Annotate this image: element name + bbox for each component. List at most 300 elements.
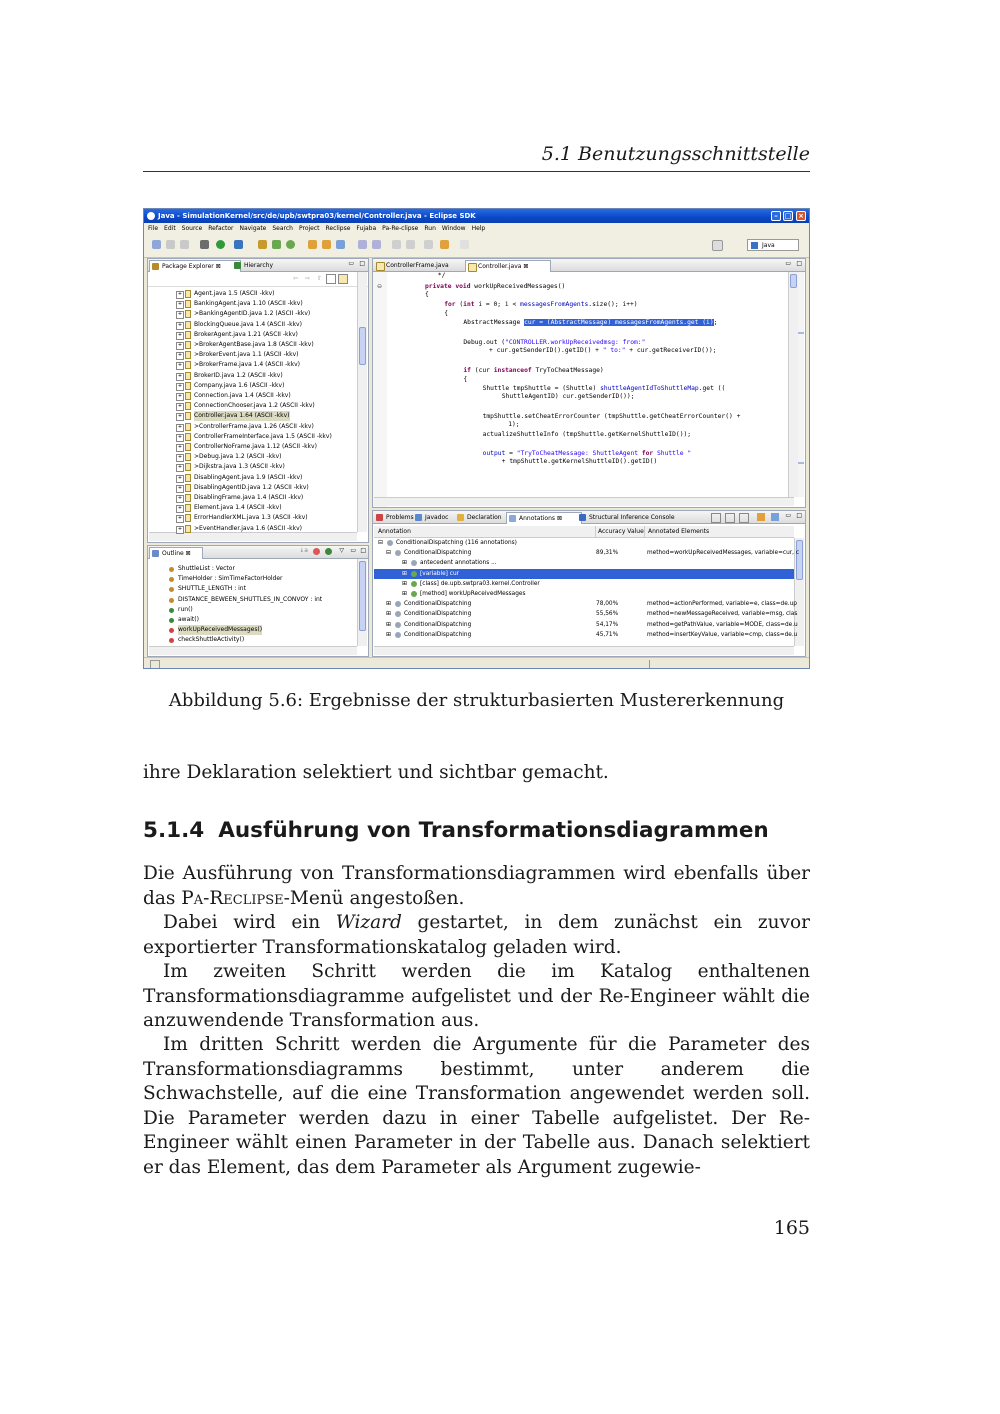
annotation-elements: method=workUpReceivedMessages, variable=cur, c <box>647 550 800 557</box>
open-folder-icon[interactable] <box>322 240 331 249</box>
annotation-name: ConditionalDispatching <box>404 601 472 608</box>
section-title: Ausführung von Transformationsdiagrammen <box>218 818 769 843</box>
annotation-row[interactable] <box>374 569 794 579</box>
tab-structural-inference-console[interactable] <box>577 512 687 523</box>
code-line[interactable]: + cur.getSenderID().getID() + " to:" + cur.getReceiverID()); <box>489 347 717 354</box>
package-tree-item-label: Connection.java 1.4 (ASCII -kkv) <box>194 392 291 399</box>
scroll-thumb[interactable] <box>790 274 797 288</box>
java-file-icon <box>185 382 191 390</box>
back-nav-icon[interactable]: ⇦ <box>292 275 298 282</box>
close-icon[interactable]: × <box>796 211 806 221</box>
annotations-view <box>372 510 806 657</box>
vertical-scrollbar[interactable] <box>357 559 367 646</box>
menu-item[interactable]: Reclipse <box>325 225 351 232</box>
annotation-name: antecedent annotations ... <box>420 560 497 567</box>
maximize-view-icon[interactable]: □ <box>796 260 802 267</box>
eclipse-screenshot <box>143 208 810 669</box>
outline-item-label: ShuttleList : Vector <box>178 565 235 572</box>
tab-package-explorer[interactable] <box>149 260 241 272</box>
running-head: 5.1 Benutzungsschnittstelle <box>541 143 810 165</box>
up-nav-icon[interactable]: ⇧ <box>316 275 322 282</box>
code-line[interactable]: Shuttle tmpShuttle = (Shuttle) shuttleAgentIdToShuttleMap.get (( <box>482 385 726 392</box>
expand-icon[interactable]: + <box>177 393 183 399</box>
annotation-row[interactable] <box>374 579 794 589</box>
member-icon <box>169 628 174 633</box>
annotation-name: ConditionalDispatching <box>404 550 472 557</box>
outline-item-label: run() <box>178 605 193 613</box>
annotation-name: ConditionalDispatching <box>404 611 472 618</box>
expand-icon[interactable]: + <box>177 382 183 389</box>
code-line[interactable]: 1); <box>508 421 520 428</box>
annotation-marker[interactable] <box>798 332 804 334</box>
code-line[interactable]: private void workUpReceivedMessages() <box>425 283 566 290</box>
debug-icon[interactable] <box>200 240 209 249</box>
section-heading <box>143 818 810 843</box>
save-icon[interactable] <box>166 240 175 249</box>
annotation-row[interactable] <box>374 630 798 640</box>
java-file-icon <box>185 321 191 329</box>
tab-label: Declaration <box>467 514 502 521</box>
maximize-view-icon[interactable]: □ <box>359 260 365 267</box>
java-file-icon <box>185 525 191 533</box>
wizard-emphasis: Wizard <box>335 912 402 933</box>
annotation-accuracy: 78,00% <box>596 601 619 608</box>
pareclipse-smallcaps: Pa-Reclipse <box>181 887 284 909</box>
expand-icon[interactable]: + <box>177 423 183 430</box>
minimize-view-icon[interactable]: ▭ <box>785 260 791 267</box>
expand-icon[interactable]: + <box>177 372 183 379</box>
code-line[interactable]: { <box>444 310 448 317</box>
annotation-row[interactable] <box>374 599 797 609</box>
expand-icon[interactable]: ⊟ <box>378 540 383 546</box>
forward-icon[interactable] <box>440 240 449 249</box>
javadoc-icon <box>415 514 422 521</box>
expand-icon[interactable]: + <box>177 515 183 522</box>
column-header-elements[interactable]: Annotated Elements <box>644 526 709 537</box>
eclipse-logo-icon <box>147 212 155 220</box>
code-line[interactable]: ShuttleAgentID) cur.getSenderID()); <box>501 393 635 400</box>
perspective-label: Java <box>762 242 775 249</box>
toolbar <box>144 234 809 258</box>
annotation-elements: method=getPathValue, variable=MODE, class=de.u <box>647 621 798 628</box>
tab-label: Controller.java <box>478 263 522 270</box>
menu-bar <box>144 223 809 234</box>
run-inference-icon[interactable] <box>757 513 765 521</box>
minimize-icon[interactable]: – <box>771 211 781 221</box>
expand-icon[interactable]: + <box>177 403 183 410</box>
search-icon[interactable] <box>336 240 345 249</box>
expand-icon[interactable]: + <box>177 321 183 328</box>
annotation-name: [variable] cur <box>420 570 459 577</box>
expand-icon[interactable]: ⊟ <box>386 550 391 557</box>
paragraph-2 <box>143 911 810 960</box>
tab-label: Hierarchy <box>244 262 274 269</box>
expand-icon[interactable]: ⊞ <box>402 591 407 597</box>
paragraph-2-text: Dabei wird ein <box>163 912 336 933</box>
package-tree-item-label: >BrokerEvent.java 1.1 (ASCII -kkv) <box>194 351 299 359</box>
package-tree-item-label: >BrokerAgentBase.java 1.8 (ASCII -kkv) <box>194 341 314 348</box>
annotation-icon <box>411 581 417 587</box>
close-tab-icon[interactable]: ⊠ <box>523 263 529 270</box>
menu-item[interactable]: Refactor <box>208 225 234 232</box>
annotation-marker[interactable] <box>798 462 804 464</box>
outline-item-label: SHUTTLE_LENGTH : int <box>178 585 246 593</box>
tab-controllerframe-java[interactable] <box>374 260 468 271</box>
new-icon[interactable] <box>152 240 161 249</box>
package-tree-item-label: BankingAgent.java 1.10 (ASCII -kkv) <box>194 300 303 308</box>
annotation-accuracy: 54,17% <box>596 621 619 628</box>
expand-icon[interactable]: ⊞ <box>386 601 391 608</box>
annotation-accuracy: 45,71% <box>596 631 619 638</box>
annotations-table-header <box>374 526 794 538</box>
window-title: Java - SimulationKernel/src/de/upb/swtpra03/kernel/Controller.java - Eclipse SDK <box>158 212 476 220</box>
expand-icon[interactable]: + <box>177 484 183 491</box>
expand-icon[interactable]: + <box>177 362 183 369</box>
maximize-icon[interactable]: □ <box>784 212 792 220</box>
link-editor-icon[interactable] <box>338 274 348 284</box>
tab-javadoc[interactable] <box>413 512 461 523</box>
code-line[interactable]: if (cur instanceof TryToCheatMessage) <box>463 367 604 374</box>
hide-static-icon[interactable] <box>325 548 332 555</box>
paragraph-0: ihre Deklaration selektiert und sichtbar gemacht. <box>143 762 609 783</box>
annotation-row[interactable] <box>374 589 794 599</box>
menu-item[interactable]: Navigate <box>239 225 267 232</box>
tab-declaration[interactable] <box>455 512 513 523</box>
package-tree-item-label: >ControllerFrame.java 1.26 (ASCII -kkv) <box>194 422 314 430</box>
forward-nav-icon[interactable]: ⇨ <box>304 275 310 282</box>
java-file-icon <box>185 443 191 451</box>
paragraph-1-text-end: -Menü angestoßen. <box>283 887 465 909</box>
expand-icon[interactable]: + <box>177 301 183 308</box>
annotation-icon <box>395 550 401 556</box>
annotation-icon <box>411 560 417 566</box>
paragraph-1 <box>143 862 810 911</box>
java-file-icon <box>185 514 191 522</box>
java-file-icon <box>185 494 191 502</box>
edit-icon[interactable] <box>372 240 381 249</box>
annotation-name: ConditionalDispatching <box>404 621 472 628</box>
member-icon <box>169 587 174 592</box>
expand-icon[interactable]: + <box>177 291 183 297</box>
scroll-thumb[interactable] <box>796 540 803 580</box>
minimize-view-icon[interactable]: ▭ <box>348 260 354 267</box>
outline-tabbar <box>148 546 368 559</box>
hide-fields-icon[interactable] <box>313 548 320 555</box>
package-tree-item-label: Company.java 1.6 (ASCII -kkv) <box>194 381 285 389</box>
expand-icon[interactable]: ⊞ <box>402 580 407 587</box>
annotations-icon <box>509 515 516 522</box>
annotation-row[interactable] <box>374 620 798 630</box>
expand-icon[interactable]: + <box>177 342 183 348</box>
java-file-icon <box>185 463 191 471</box>
outline-view <box>147 545 369 657</box>
expand-icon[interactable]: + <box>177 464 183 471</box>
package-tree-item-label: >Debug.java 1.2 (ASCII -kkv) <box>194 453 282 461</box>
code-line[interactable]: AbstractMessage cur = (AbstractMessage) messagesFromAgents.get (i); <box>463 319 718 326</box>
paragraph-2-text-end: gestartet, in dem zunächst ein zuvor exportierter Transformationskatalog geladen wird. <box>143 912 810 958</box>
annotation-icon[interactable] <box>358 240 367 249</box>
java-file-icon <box>185 310 191 318</box>
code-line[interactable]: */ <box>437 272 446 279</box>
java-file-icon <box>185 290 191 298</box>
column-header-accuracy[interactable]: Accuracy Value <box>595 526 644 537</box>
horizontal-scrollbar[interactable] <box>374 497 794 506</box>
expand-icon[interactable]: + <box>177 311 183 318</box>
package-tree-item-label: ErrorHandlerXML.java 1.3 (ASCII -kkv) <box>194 514 308 522</box>
java-file-icon <box>185 300 191 308</box>
package-tree-item-label: BrokerID.java 1.2 (ASCII -kkv) <box>194 371 283 379</box>
overview-ruler <box>798 272 804 497</box>
tab-hierarchy[interactable] <box>232 260 299 271</box>
code-line[interactable]: output = "TryToCheatMessage: ShuttleAgent for Shuttle " <box>482 450 692 457</box>
outline-item-label: workUpReceivedMessages() <box>178 626 263 634</box>
menu-item[interactable]: Pa-Re-clipse <box>382 225 419 232</box>
annotation-accuracy: 89,31% <box>596 550 619 557</box>
tab-label: Outline <box>162 550 184 557</box>
external-tools-icon[interactable] <box>234 240 243 249</box>
java-file-icon <box>185 484 191 492</box>
new-interface-icon[interactable] <box>286 240 295 249</box>
code-line[interactable]: actualizeShuttleInfo (tmpShuttle.getKernelShuttleID()); <box>482 431 692 438</box>
annotation-elements: method=insertKeyValue, variable=cmp, class=de.u <box>647 631 798 638</box>
annotation-row[interactable] <box>374 538 794 548</box>
tab-label: Structural Inference Console <box>589 514 675 521</box>
tab-controller-java[interactable] <box>465 260 551 272</box>
java-file-icon <box>468 263 477 272</box>
vertical-scrollbar[interactable] <box>788 272 798 497</box>
new-class-icon[interactable] <box>272 240 281 249</box>
java-file-icon <box>185 341 191 349</box>
annotation-name: ConditionalDispatching <box>404 631 472 638</box>
new-package-icon[interactable] <box>258 240 267 249</box>
package-tree-item-label: Controller.java 1.64 (ASCII -kkv) <box>194 412 290 420</box>
expand-icon[interactable]: + <box>177 505 183 512</box>
expand-icon[interactable]: + <box>177 331 183 338</box>
page-number: 165 <box>773 1217 810 1239</box>
java-file-icon <box>185 351 191 359</box>
annotation-accuracy: 55,56% <box>596 611 619 618</box>
annotation-elements: method=newMessageReceived, variable=msg, clas <box>647 611 798 618</box>
package-icon <box>152 263 159 270</box>
expand-icon[interactable]: ⊞ <box>402 560 407 567</box>
status-divider <box>649 660 650 668</box>
member-icon <box>169 577 174 582</box>
header-rule <box>143 171 810 172</box>
java-file-icon <box>185 433 191 441</box>
outline-item-label: checkShuttleActivity() <box>178 636 245 644</box>
package-tree-item-label: >BankingAgentID.java 1.2 (ASCII -kkv) <box>194 310 311 318</box>
collapse-all-icon[interactable] <box>725 513 735 523</box>
package-tree-item-label: DisablingAgentID.java 1.2 (ASCII -kkv) <box>194 483 309 491</box>
expand-icon[interactable]: + <box>177 474 183 481</box>
annotation-icon <box>395 622 401 628</box>
menu-item[interactable]: File <box>148 225 159 232</box>
package-tree-item-label: ControllerNoFrame.java 1.12 (ASCII -kkv) <box>194 443 317 450</box>
member-icon <box>169 567 174 572</box>
java-file-icon <box>185 453 191 461</box>
annotation-icon <box>387 540 393 546</box>
package-tree-item-label: ControllerFrameInterface.java 1.5 (ASCII -kkv) <box>194 432 332 440</box>
collapse-all-icon[interactable] <box>326 274 336 284</box>
java-file-icon <box>185 504 191 512</box>
expand-icon[interactable]: + <box>177 454 183 461</box>
menu-item[interactable]: Project <box>299 225 320 232</box>
member-icon <box>169 608 174 613</box>
package-tree-item-label: BlockingQueue.java 1.4 (ASCII -kkv) <box>194 320 302 328</box>
outline-item-label: TimeHolder : SimTimeFactorHolder <box>178 575 283 583</box>
paragraph-4: Im dritten Schritt werden die Argumente für die Parameter des Transformationsdiagramms bestimmt, unter anderem die Schwachstelle, auf die eine Transformation angewendet werden soll. Die Parameter werden dazu in einer Tabelle aufgelistet. Der Re-Engineer wählt einen Parameter in der Tabelle aus. Danach selektiert er das Element, das dem Parameter als Argument zugewie- <box>143 1034 810 1178</box>
package-tree-item-label: ConnectionChooser.java 1.2 (ASCII -kkv) <box>194 402 315 410</box>
annotation-row[interactable] <box>374 558 794 568</box>
view-menu-icon[interactable]: ▽ <box>339 547 344 554</box>
code-line[interactable]: tmpShuttle.setCheatErrorCounter (tmpShuttle.getCheatErrorCounter() + <box>482 413 741 420</box>
tab-outline[interactable] <box>149 547 203 559</box>
java-file-icon <box>185 423 191 431</box>
minimize-view-icon[interactable]: ▭ <box>350 547 356 554</box>
paragraph-1-text: Die Ausführung von Transformationsdiagrammen wird ebenfalls über das <box>143 863 810 909</box>
menu-item[interactable]: Help <box>471 225 486 232</box>
expand-icon[interactable]: + <box>177 433 183 440</box>
close-tab-icon[interactable]: ⊠ <box>556 515 562 522</box>
sort-icon[interactable]: ↓a <box>299 547 308 554</box>
package-tree-item-label: BrokerAgent.java 1.21 (ASCII -kkv) <box>194 330 298 338</box>
expand-icon[interactable]: + <box>177 352 183 359</box>
editor-gutter <box>373 272 387 507</box>
annotation-name: [method] workUpReceivedMessages <box>420 591 526 597</box>
open-perspective-icon[interactable] <box>712 240 723 251</box>
outline-item-label: await() <box>178 616 199 623</box>
annotation-icon <box>395 601 401 607</box>
editor-view <box>372 258 806 508</box>
print-icon[interactable] <box>180 240 189 249</box>
menu-item[interactable]: Source <box>181 225 203 232</box>
menu-item[interactable]: Run <box>424 225 436 232</box>
annotation-name: ConditionalDispatching (116 annotations) <box>396 540 517 546</box>
code-line[interactable]: { <box>463 376 468 383</box>
declaration-icon <box>457 514 464 521</box>
java-file-icon <box>185 372 191 380</box>
java-file-icon <box>185 361 191 369</box>
minimize-view-icon[interactable]: ▭ <box>785 512 791 519</box>
code-line[interactable]: + tmpShuttle.getKernelShuttleID().getID() <box>501 458 658 465</box>
console-icon <box>579 514 586 521</box>
annotation-row[interactable] <box>374 609 798 619</box>
expand-icon[interactable]: ⊞ <box>386 621 391 628</box>
annotation-elements: method=actionPerformed, variable=e, class=de.up <box>647 601 797 608</box>
expand-icon[interactable]: + <box>177 444 183 450</box>
annotation-icon <box>395 611 401 617</box>
code-line[interactable]: for (int i = 0; i < messagesFromAgents.size(); i++) <box>444 301 638 308</box>
outline-icon <box>152 550 159 557</box>
fast-view-icon[interactable] <box>150 660 160 669</box>
figure-caption: Abbildung 5.6: Ergebnisse der strukturbasierten Mustererkennung <box>168 690 785 711</box>
close-tab-icon[interactable]: ⊠ <box>185 550 191 557</box>
column-header-annotation[interactable]: Annotation <box>378 528 411 535</box>
package-tree-item-label: >BrokerFrame.java 1.4 (ASCII -kkv) <box>194 361 300 369</box>
package-explorer-view <box>147 258 369 543</box>
menu-item[interactable]: Window <box>441 225 466 232</box>
tab-label: Problems <box>386 514 414 521</box>
package-explorer-toolbar <box>148 272 368 287</box>
close-tab-icon[interactable]: ⊠ <box>215 263 221 270</box>
export-icon[interactable] <box>771 513 779 521</box>
tab-label: Javadoc <box>425 514 449 521</box>
member-icon <box>169 598 174 603</box>
package-tree-item-label: >EventHandler.java 1.6 (ASCII -kkv) <box>194 524 303 532</box>
paragraph-3: Im zweiten Schritt werden die im Katalog enthaltenen Transformationsdiagramme aufgelistet und der Re-Engineer wählt die anzuwendende Transformation aus. <box>143 961 810 1032</box>
scroll-thumb[interactable] <box>359 561 366 631</box>
back-icon[interactable] <box>424 240 433 249</box>
annotation-icon <box>411 571 417 577</box>
java-file-icon <box>185 392 191 400</box>
member-icon <box>169 618 174 623</box>
expand-icon[interactable]: ⊞ <box>386 631 391 638</box>
package-tree-item-label: DisablingAgent.java 1.9 (ASCII -kkv) <box>194 473 303 481</box>
perspective-switcher[interactable] <box>747 239 799 251</box>
annotation-icon <box>395 632 401 638</box>
problems-icon <box>376 514 383 521</box>
menu-item[interactable]: Search <box>272 225 293 232</box>
tab-label: ControllerFrame.java <box>386 262 449 269</box>
expand-icon[interactable]: + <box>177 495 183 501</box>
expand-icon[interactable]: + <box>177 525 183 532</box>
next-annotation-icon[interactable] <box>392 240 401 249</box>
expand-icon[interactable]: ⊞ <box>386 611 391 618</box>
maximize-view-icon[interactable]: □ <box>360 547 366 554</box>
expand-icon[interactable]: + <box>177 413 183 420</box>
package-explorer-tabbar <box>148 259 368 272</box>
section-number: 5.1.4 <box>143 818 205 843</box>
prev-annotation-icon[interactable] <box>406 240 415 249</box>
code-line[interactable]: Debug.out ("CONTROLLER.workUpReceivedmsg: from:" <box>463 339 646 346</box>
scroll-thumb[interactable] <box>359 327 366 365</box>
status-bar <box>144 657 809 669</box>
annotation-icon <box>411 591 417 597</box>
horizontal-scrollbar[interactable] <box>374 646 794 655</box>
window-titlebar <box>144 209 809 223</box>
expand-all-icon[interactable] <box>711 513 721 523</box>
member-icon <box>169 638 174 643</box>
fold-icon[interactable]: ⊖ <box>377 283 383 290</box>
java-file-icon <box>185 474 191 482</box>
expand-icon[interactable]: ⊞ <box>402 570 407 577</box>
java-file-icon <box>185 412 191 420</box>
outline-item-label: DISTANCE_BEWEEN_SHUTTLES_IN_CONVOY : int <box>178 595 323 603</box>
open-type-icon[interactable] <box>308 240 317 249</box>
tab-label: Annotations <box>519 515 556 522</box>
annotation-name: [class] de.upb.swtpra03.kernel.Controller <box>420 580 540 587</box>
code-line[interactable]: { <box>425 291 429 298</box>
bottom-tabbar <box>373 511 805 524</box>
hierarchy-icon <box>234 262 241 269</box>
maximize-view-icon[interactable]: □ <box>796 512 802 519</box>
menu-item[interactable]: Edit <box>164 225 176 232</box>
run-icon[interactable] <box>216 240 225 249</box>
annotation-row[interactable] <box>374 548 800 558</box>
tab-label: Package Explorer <box>162 263 214 270</box>
package-tree-item-label: >Dijkstra.java 1.3 (ASCII -kkv) <box>194 463 285 471</box>
filter-icon[interactable] <box>739 513 749 523</box>
history-icon[interactable] <box>460 240 469 249</box>
vertical-scrollbar[interactable] <box>357 272 367 532</box>
menu-item[interactable]: Fujaba <box>356 225 377 232</box>
package-tree-item-label: DisablingFrame.java 1.4 (ASCII -kkv) <box>194 494 304 501</box>
tab-annotations[interactable] <box>506 512 582 524</box>
package-tree-item-label: Element.java 1.4 (ASCII -kkv) <box>194 504 282 512</box>
java-file-icon <box>185 331 191 339</box>
horizontal-scrollbar[interactable] <box>149 646 357 655</box>
java-file-icon <box>376 262 385 271</box>
